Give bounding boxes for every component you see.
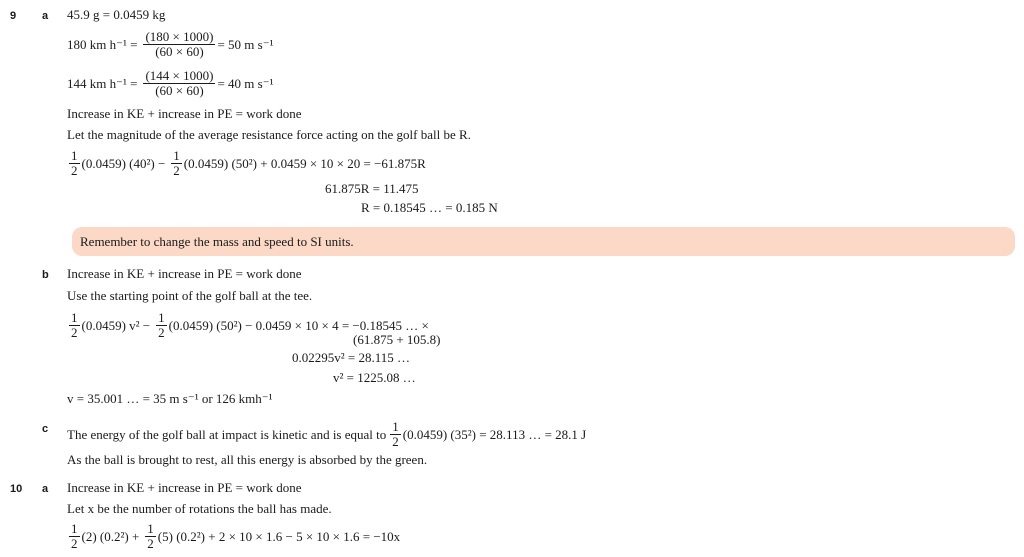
statement-text: (0.0459) (35²) = 28.113 … = 28.1 J <box>402 426 587 442</box>
part-label: a <box>42 10 49 22</box>
fraction <box>143 69 215 98</box>
half-fraction: $\frac{1}{2}$ <box>147 521 154 551</box>
let-statement: Let the magnitude of the average resistance force acting on the golf ball be R. <box>67 127 471 142</box>
tip-text: Remember to change the mass and speed to SI units. <box>80 234 354 249</box>
impact-energy-statement <box>67 420 586 449</box>
work-energy-equation <box>67 149 426 178</box>
question-number: 10 <box>10 483 23 495</box>
statement-text: The energy of the golf ball at impact is kinetic and is equal to <box>67 426 387 442</box>
speed-conversion-2 <box>67 69 273 98</box>
mass-conversion: 45.9 g = 0.0459 kg <box>67 7 166 22</box>
half-fraction: $\frac{1}{2}$ <box>71 521 78 551</box>
equation-term: (0.0459) (50²) + 0.0459 × 10 × 20 = −61.875R <box>183 155 426 171</box>
energy-equation: Increase in KE + increase in PE = work done <box>67 266 302 281</box>
equation-result: R = 0.18545 … = 0.185 N <box>361 200 498 215</box>
equation-term: (0.0459) v² − <box>81 317 151 333</box>
equation-term: (0.0459) (40²) − <box>81 155 166 171</box>
start-statement: Use the starting point of the golf ball at the tee. <box>67 288 313 303</box>
fraction-denominator: (60 × 60) <box>155 44 204 59</box>
half-fraction: $\frac{1}{2}$ <box>71 310 78 340</box>
work-energy-equation <box>67 522 400 551</box>
equation-term: (5) (0.2²) + 2 × 10 × 1.6 − 5 × 10 × 1.6 = −10x <box>157 528 401 544</box>
energy-equation: Increase in KE + increase in PE = work done <box>67 106 302 121</box>
question-number: 9 <box>10 10 17 22</box>
fraction-denominator: (60 × 60) <box>155 83 204 98</box>
part-label: b <box>42 269 49 281</box>
equation-term: (2) (0.2²) + <box>81 528 140 544</box>
equation-step: 0.02295v² = 28.115 … <box>292 350 410 365</box>
absorption-statement: As the ball is brought to rest, all this energy is absorbed by the green. <box>67 452 428 467</box>
equation-step: v² = 1225.08 … <box>333 370 416 385</box>
equation-continuation: (61.875 + 105.8) <box>353 332 441 347</box>
fraction <box>143 30 215 59</box>
fraction-numerator: (180 × 1000) <box>145 29 214 44</box>
speed-conversion-1 <box>67 30 273 59</box>
energy-equation: Increase in KE + increase in PE = work done <box>67 480 302 495</box>
tip-box <box>72 227 1015 256</box>
speed-rhs: = 50 m s⁻¹ <box>217 36 274 52</box>
equation-term: (0.0459) (50²) − 0.0459 × 10 × 4 = −0.18545 … × <box>168 317 429 333</box>
half-fraction: $\frac{1}{2}$ <box>173 148 180 178</box>
speed-rhs: = 40 m s⁻¹ <box>217 75 274 91</box>
let-statement: Let x be the number of rotations the ball has made. <box>67 501 332 516</box>
part-label: a <box>42 483 49 495</box>
half-fraction: $\frac{1}{2}$ <box>71 148 78 178</box>
fraction-numerator: (144 × 1000) <box>145 68 214 83</box>
speed-lhs: 180 km h⁻¹ = <box>67 36 138 52</box>
equation-step: 61.875R = 11.475 <box>325 181 419 196</box>
equation-result: v = 35.001 … = 35 m s⁻¹ or 126 kmh⁻¹ <box>67 391 273 406</box>
part-label: c <box>42 423 49 435</box>
speed-lhs: 144 km h⁻¹ = <box>67 75 138 91</box>
half-fraction: $\frac{1}{2}$ <box>158 310 165 340</box>
half-fraction: $\frac{1}{2}$ <box>392 419 399 449</box>
